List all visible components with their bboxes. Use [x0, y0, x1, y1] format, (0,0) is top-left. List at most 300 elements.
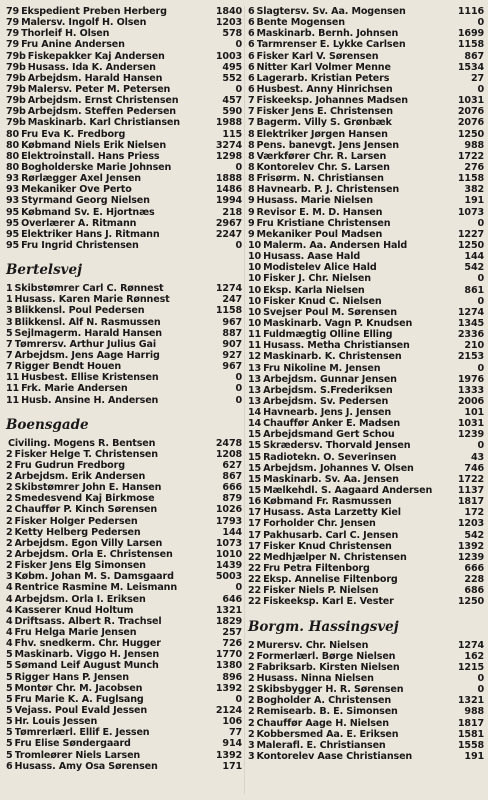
resident-name: Elektroinstall. Hans Priess: [21, 150, 160, 162]
house-number: 6: [248, 6, 255, 17]
resident-entry: [6, 229, 242, 240]
resident-name: Arbejdsm. Jens Aage Harrig: [14, 349, 160, 361]
tax-amount: 1137: [457, 485, 484, 497]
resident-name: Sømand Leif August Munch: [14, 660, 159, 672]
house-number: 15: [248, 451, 262, 463]
tax-amount: 1581: [457, 728, 484, 740]
resident-name: Arbejdsm. Sv. Pedersen: [263, 395, 389, 407]
resident-name: Fru Kristiane Christensen: [256, 217, 391, 229]
resident-name: Fru Gudrun Fredborg: [14, 459, 125, 471]
tax-amount: 1274: [215, 283, 242, 295]
tax-amount: 1392: [457, 540, 484, 552]
house-number: 10: [248, 273, 262, 285]
resident-entry: [6, 305, 242, 316]
tax-amount: 1031: [457, 95, 484, 107]
resident-name: Kontorelev Aase Christiansen: [256, 751, 413, 762]
resident-name: Husass. Karen Marie Rønnest: [14, 294, 170, 306]
resident-name: Arbejdsm. S.Frederiksen: [263, 384, 393, 396]
tax-amount: 495: [222, 61, 242, 73]
resident-entry: [248, 485, 484, 496]
resident-name: Husass. Metha Christiansen: [263, 340, 410, 352]
right-column: [248, 6, 484, 762]
resident-name: Remisearb. B. E. Simonsen: [256, 706, 398, 718]
resident-name: Blikkensl. Poul Pedersen: [14, 305, 145, 317]
tax-amount: 1976: [457, 373, 484, 385]
resident-name: Fisker Helge T. Christensen: [14, 448, 158, 460]
resident-entry: [6, 727, 242, 738]
tax-amount: 144: [222, 526, 242, 538]
house-number: 10: [248, 239, 262, 251]
resident-entry: [248, 452, 484, 463]
resident-name: Fiskepakker Kaj Andersen: [27, 50, 165, 62]
resident-name: Husbest. Anny Hinrichsen: [256, 83, 393, 95]
house-number: 9: [248, 206, 255, 218]
tax-amount: 191: [464, 751, 484, 762]
resident-entry: [248, 585, 484, 596]
resident-entry: [248, 418, 484, 429]
resident-entry: [248, 351, 484, 362]
resident-entry: [6, 62, 242, 73]
resident-name: Husbest. Ellise Kristensen: [21, 372, 159, 384]
house-number: 95: [6, 206, 20, 218]
tax-amount: 590: [222, 106, 242, 118]
house-number: 2: [6, 560, 13, 572]
resident-entry: [6, 449, 242, 460]
resident-entry: [248, 240, 484, 251]
tax-amount: 1994: [215, 195, 242, 207]
resident-name: Havnearb. Jens J. Jensen: [263, 407, 392, 419]
resident-entry: [248, 251, 484, 262]
resident-name: Skrædersv. Thorvald Jensen: [263, 440, 411, 452]
resident-entry: [6, 660, 242, 671]
tax-amount: 988: [464, 706, 484, 718]
resident-entry: [6, 51, 242, 62]
resident-entry: [248, 651, 484, 662]
tax-amount: 2247: [215, 228, 242, 240]
resident-name: Fisker Niels P. Nielsen: [263, 585, 379, 597]
tax-amount: 1250: [457, 239, 484, 251]
resident-name: Montør Chr. M. Jacobsen: [14, 682, 143, 694]
house-number: 10: [248, 295, 262, 307]
resident-entry: [6, 39, 242, 50]
house-number: 2: [248, 728, 255, 740]
resident-name: Købmand Fr. Rasmussen: [263, 496, 392, 508]
resident-entry: [248, 385, 484, 396]
tax-amount: 1158: [457, 39, 484, 51]
tax-amount: 726: [222, 638, 242, 650]
house-number: 2: [248, 673, 255, 685]
resident-entry: [6, 493, 242, 504]
resident-entry: [248, 574, 484, 585]
tax-amount: 1558: [457, 739, 484, 751]
house-number: 13: [248, 373, 262, 385]
tax-amount: 666: [464, 563, 484, 575]
resident-entry: [6, 761, 242, 772]
house-number: 2: [6, 549, 13, 561]
house-number: 13: [248, 384, 262, 396]
resident-name: Medhjælper N. Christensen: [263, 551, 407, 563]
resident-entry: [248, 340, 484, 351]
tax-amount: 77: [228, 727, 242, 739]
resident-entry: [248, 718, 484, 729]
resident-entry: [248, 6, 484, 17]
resident-name: Maskinarb. Karl Christiansen: [27, 117, 180, 129]
tax-amount: 542: [464, 529, 484, 541]
tax-amount: 106: [222, 716, 242, 728]
tax-amount: 1722: [457, 473, 484, 485]
resident-name: Arbejdsmand Gert Schou: [263, 429, 395, 441]
tax-amount: 0: [235, 582, 242, 594]
resident-name: Værkfører Chr. R. Larsen: [256, 150, 387, 162]
tax-amount: 1988: [215, 117, 242, 129]
tax-amount: 1345: [457, 317, 484, 329]
house-number: 2: [6, 459, 13, 471]
tax-amount: 382: [464, 184, 484, 196]
resident-entry: [6, 471, 242, 482]
house-number: 16: [248, 496, 262, 508]
resident-entry: [248, 374, 484, 385]
tax-amount: 552: [222, 72, 242, 84]
house-number: 12: [248, 351, 262, 363]
house-number: 5: [6, 716, 13, 728]
house-number: 4: [6, 582, 13, 594]
resident-name: Kasserer Knud Holtum: [14, 604, 134, 616]
tax-amount: 1274: [457, 306, 484, 318]
house-number: 95: [6, 217, 20, 229]
resident-name: Bente Mogensen: [256, 17, 345, 29]
house-number: 13: [248, 362, 262, 374]
resident-entry: [6, 73, 242, 84]
tax-amount: 0: [477, 217, 484, 229]
resident-entry: [6, 151, 242, 162]
resident-entry: [248, 307, 484, 318]
resident-name: Svejser Poul M. Sørensen: [263, 306, 397, 318]
tax-amount: 5003: [215, 571, 242, 583]
tax-amount: 0: [235, 693, 242, 705]
tax-amount: 2124: [215, 705, 242, 717]
resident-name: Tromleører Niels Larsen: [14, 749, 141, 761]
house-number: 13: [248, 395, 262, 407]
resident-entry: [6, 750, 242, 761]
house-number: 79: [6, 39, 20, 51]
tax-amount: 2478: [215, 437, 242, 449]
resident-name: Husb. Ansine H. Andersen: [21, 394, 159, 406]
resident-name: Arbejdsm. Steffen Pedersen: [27, 106, 176, 118]
resident-name: Eksp. Annelise Filtenborg: [263, 574, 398, 586]
resident-entry: [6, 207, 242, 218]
tax-amount: 172: [464, 507, 484, 519]
house-number: 11: [6, 372, 20, 384]
resident-entry: [6, 294, 242, 305]
resident-name: Arbejdsm. Johannes V. Olsen: [263, 462, 414, 474]
resident-name: Arbejdsm. Egon Villy Larsen: [14, 537, 163, 549]
resident-name: Radiotekn. O. Severinsen: [263, 451, 397, 463]
resident-name: Skibstømrer John E. Hansen: [14, 482, 162, 494]
house-number: 10: [248, 284, 262, 296]
house-number: 79: [6, 28, 20, 40]
resident-name: Tømrersv. Arthur Julius Gai: [14, 338, 156, 350]
resident-entry: [6, 283, 242, 294]
tax-amount: 0: [477, 440, 484, 452]
tax-amount: 162: [464, 650, 484, 662]
resident-entry: [248, 95, 484, 106]
resident-name: Arbejdsm. Erik Andersen: [14, 471, 146, 483]
resident-entry: [248, 684, 484, 695]
resident-entry: [6, 395, 242, 406]
house-number: 93: [6, 173, 20, 185]
resident-entry: [248, 229, 484, 240]
tax-amount: 1274: [457, 639, 484, 651]
tax-amount: 686: [464, 585, 484, 597]
resident-name: Rentrice Rasmine M. Leismann: [14, 582, 178, 594]
house-number: 8: [248, 184, 255, 196]
resident-entry: [248, 407, 484, 418]
resident-name: Arbejdsm. Orla E. Christensen: [14, 549, 173, 561]
tax-amount: 0: [477, 684, 484, 696]
resident-entry: [248, 518, 484, 529]
tax-amount: 646: [222, 593, 242, 605]
resident-entry: [248, 396, 484, 407]
resident-name: Fisker Holger Pedersen: [14, 515, 138, 527]
resident-entry: [6, 117, 242, 128]
tax-amount: 1770: [215, 649, 242, 661]
tax-amount: 1722: [457, 150, 484, 162]
house-number: 5: [6, 727, 13, 739]
tax-amount: 861: [464, 284, 484, 296]
resident-name: Rørlægger Axel Jensen: [21, 173, 141, 185]
resident-entry: [248, 662, 484, 673]
resident-entry: [248, 440, 484, 451]
tax-amount: 2336: [457, 329, 484, 341]
house-number: 79b: [6, 83, 26, 95]
resident-entry: [248, 496, 484, 507]
house-number: 79b: [6, 117, 26, 129]
resident-entry: [6, 162, 242, 173]
house-number: 5: [6, 738, 13, 750]
resident-entry: [248, 218, 484, 229]
resident-name: Kontorelev Chr. S. Larsen: [256, 161, 390, 173]
resident-entry: [248, 507, 484, 518]
resident-name: Driftsass. Albert R. Trachsel: [14, 615, 162, 627]
tax-amount: 1840: [215, 6, 242, 17]
house-number: 79b: [6, 72, 26, 84]
house-number: 11: [6, 383, 20, 395]
house-number: 2: [248, 639, 255, 651]
resident-entry: [248, 706, 484, 717]
resident-entry: [6, 28, 242, 39]
house-number: 3: [248, 751, 255, 762]
resident-entry: [248, 17, 484, 28]
tax-amount: 191: [464, 195, 484, 207]
resident-entry: [6, 17, 242, 28]
resident-name: Formerlærl. Børge Nielsen: [256, 650, 396, 662]
house-number: 15: [248, 462, 262, 474]
resident-entry: [6, 616, 242, 627]
house-number: 22: [248, 563, 262, 575]
tax-amount: 1203: [215, 17, 242, 29]
resident-entry: [6, 549, 242, 560]
resident-entry: [6, 372, 242, 383]
tax-amount: 0: [477, 673, 484, 685]
tax-amount: 887: [222, 327, 242, 339]
tax-amount: 1817: [457, 496, 484, 508]
house-number: 9: [248, 195, 255, 207]
tax-amount: 907: [222, 338, 242, 350]
tax-amount: 867: [222, 471, 242, 483]
resident-entry: [248, 129, 484, 140]
tax-amount: 276: [464, 161, 484, 173]
house-number: 15: [248, 473, 262, 485]
tax-amount: 879: [222, 493, 242, 505]
resident-name: Fru Ingrid Christensen: [21, 239, 139, 251]
street-heading: Bertelsvej: [6, 262, 82, 279]
house-number: 22: [248, 574, 262, 586]
resident-name: Fisker J. Chr. Nielsen: [263, 273, 371, 285]
tax-amount: 0: [477, 362, 484, 374]
house-number: 95: [6, 228, 20, 240]
tax-amount: 1239: [457, 551, 484, 563]
resident-name: Fiskeeksp. Johannes Madsen: [256, 95, 408, 107]
house-number: 9: [248, 217, 255, 229]
house-number: 4: [6, 638, 13, 650]
resident-entry: [248, 318, 484, 329]
resident-entry: [248, 329, 484, 340]
house-number: 17: [248, 507, 262, 519]
resident-name: Pakhusarb. Carl C. Jensen: [263, 529, 399, 541]
tax-amount: 1073: [457, 206, 484, 218]
tax-amount: 0: [235, 239, 242, 251]
resident-name: Chauffør Aage H. Nielsen: [256, 717, 389, 729]
resident-name: Købmand Sv. E. Hjortnæs: [21, 206, 155, 218]
house-number: 79b: [6, 50, 26, 62]
resident-name: Thorleif H. Olsen: [21, 28, 110, 40]
tax-amount: 1298: [215, 150, 242, 162]
resident-entry: [248, 563, 484, 574]
tax-amount: 0: [235, 372, 242, 384]
house-number: 10: [248, 317, 262, 329]
resident-entry: [248, 273, 484, 284]
house-number: 2: [248, 650, 255, 662]
house-number: 3: [248, 739, 255, 751]
resident-name: Malerafl. E. Christiansen: [256, 739, 386, 751]
tax-amount: 1250: [457, 128, 484, 140]
resident-name: Ekspedient Preben Herberg: [21, 6, 167, 17]
house-number: 2: [6, 448, 13, 460]
house-number: 7: [248, 106, 255, 118]
house-number: 2: [6, 537, 13, 549]
resident-entry: [248, 151, 484, 162]
resident-entry: [248, 62, 484, 73]
resident-entry: [248, 474, 484, 485]
resident-name: Bogholder A. Christensen: [256, 695, 392, 707]
resident-name: Murersv. Chr. Nielsen: [256, 639, 369, 651]
tax-amount: 247: [222, 294, 242, 306]
resident-name: Sejlmagerm. Harald Hansen: [14, 327, 162, 339]
resident-name: Fisker Jens Elg Simonsen: [14, 560, 146, 572]
resident-name: Elektriker Jørgen Hansen: [256, 128, 388, 140]
resident-entry: [6, 84, 242, 95]
resident-entry: [248, 596, 484, 607]
resident-entry: [248, 173, 484, 184]
house-number: 1: [6, 283, 13, 295]
street-heading: Borgm. Hassingsvej: [248, 618, 399, 635]
house-number: 6: [248, 72, 255, 84]
tax-amount: 1003: [215, 50, 242, 62]
resident-name: Mælkehdl. S. Aagaard Andersen: [263, 485, 433, 497]
house-number: 80: [6, 150, 20, 162]
resident-entry: [6, 317, 242, 328]
resident-name: Arbejdsm. Gunnar Jensen: [263, 373, 397, 385]
resident-name: Arbejdsm. Harald Hansen: [27, 72, 163, 84]
resident-entry: [6, 582, 242, 593]
resident-name: Rigger Bendt Houen: [14, 361, 122, 373]
resident-name: Fisker Knud Christensen: [263, 540, 392, 552]
resident-name: Husass. Aase Hald: [263, 251, 361, 263]
house-number: 7: [6, 338, 13, 350]
tax-amount: 457: [222, 95, 242, 107]
resident-entry: [248, 28, 484, 39]
resident-entry: [248, 751, 484, 762]
resident-name: Overlærer A. Ritmann: [21, 217, 137, 229]
resident-name: Skibsbygger H. R. Sørensen: [256, 684, 404, 696]
tax-amount: 2006: [457, 395, 484, 407]
resident-name: Slagtersv. Sv. Aa. Mogensen: [256, 6, 406, 17]
resident-name: Malersv. Peter M. Petersen: [27, 83, 171, 95]
house-number: 22: [248, 596, 262, 608]
house-number: 2: [248, 684, 255, 696]
house-number: 5: [6, 649, 13, 661]
tax-amount: 1031: [457, 418, 484, 430]
house-number: 10: [248, 306, 262, 318]
house-number: 15: [248, 440, 262, 452]
resident-entry: [6, 195, 242, 206]
resident-name: Arbejdsm. Orla I. Eriksen: [14, 593, 146, 605]
resident-name: Rigger Hans P. Jensen: [14, 671, 129, 683]
resident-name: Skibstømrer Carl C. Rønnest: [14, 283, 164, 295]
resident-name: Fru Nikoline M. Jensen: [263, 362, 381, 374]
tax-amount: 257: [222, 627, 242, 639]
resident-name: Pens. banevgt. Jens Jensen: [256, 139, 399, 151]
house-number: 2: [248, 695, 255, 707]
resident-name: Chauffør Anker E. Madsen: [263, 418, 401, 430]
tax-amount: 0: [235, 394, 242, 406]
tax-amount: 1321: [215, 604, 242, 616]
resident-name: Styrmand Georg Nielsen: [21, 195, 150, 207]
tax-amount: 228: [464, 574, 484, 586]
resident-name: Maskinarb. Viggo H. Jensen: [14, 649, 160, 661]
house-number: 2: [248, 661, 255, 673]
street-heading: Boensgade: [6, 416, 89, 433]
tax-amount: 0: [235, 39, 242, 51]
resident-name: Fru Elise Søndergaard: [14, 738, 131, 750]
resident-entry: [248, 463, 484, 474]
resident-name: Modistelev Alice Hald: [263, 262, 377, 274]
tax-amount: 0: [235, 83, 242, 95]
resident-entry: [248, 73, 484, 84]
resident-name: Blikkensl. Alf N. Rasmussen: [14, 316, 161, 328]
house-number: 15: [248, 485, 262, 497]
tax-amount: 1250: [457, 596, 484, 608]
resident-entry: [248, 541, 484, 552]
resident-name: Maskinarb. Bernh. Johnsen: [256, 28, 399, 40]
resident-entry: [6, 361, 242, 372]
house-number: 79b: [6, 106, 26, 118]
resident-entry: [248, 84, 484, 95]
resident-entry: [6, 538, 242, 549]
tax-amount: 1817: [457, 717, 484, 729]
house-number: 14: [248, 418, 262, 430]
house-number: 3: [6, 316, 13, 328]
